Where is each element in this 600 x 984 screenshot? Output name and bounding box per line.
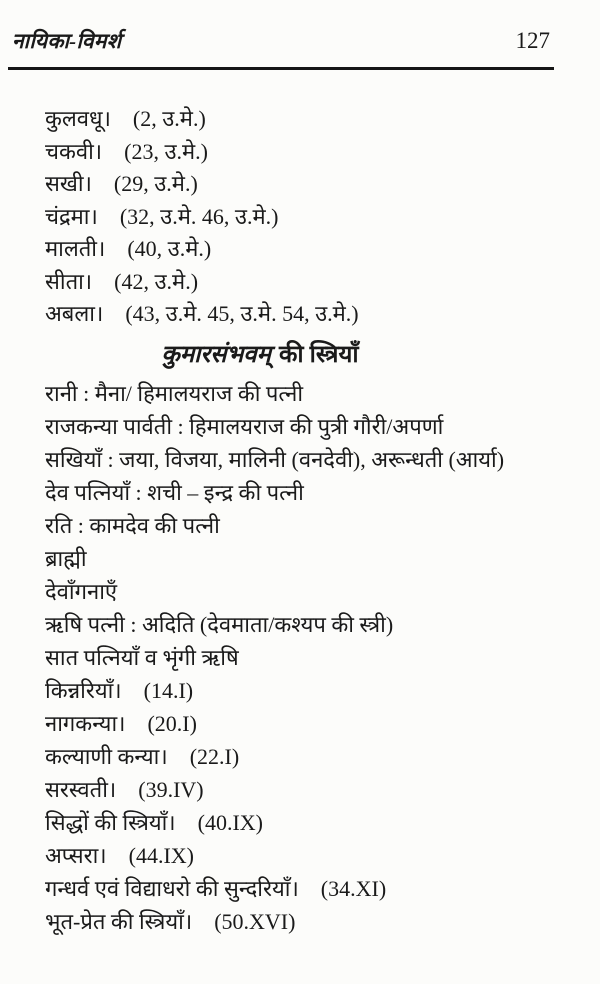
- header-rule: [8, 67, 554, 70]
- entry-text: ऋषि पत्नी : अदिति (देवमाता/कश्यप की स्त्री): [45, 611, 394, 637]
- entry-ref: (50.XVI): [214, 908, 296, 934]
- entry-text: सरस्वती।: [45, 776, 117, 802]
- entry-name: कुलवधू।: [45, 106, 111, 131]
- list-item: [45, 641, 600, 674]
- entry-ref: (39.IV): [138, 776, 204, 802]
- entry-ref: (22.I): [189, 743, 240, 769]
- list-item: [45, 410, 600, 443]
- entry-name: सखी।: [45, 171, 92, 196]
- list-item: [45, 806, 600, 839]
- entry-ref: (29, उ.मे.): [113, 171, 198, 196]
- entry-ref: (40, उ.मे.): [127, 236, 212, 261]
- entry-ref: (43, उ.मे. 45, उ.मे. 54, उ.मे.): [125, 301, 359, 326]
- entry-text: सात पत्नियाँ व भृंगी ऋषि: [45, 644, 239, 670]
- entry-name: चकवी।: [45, 138, 103, 164]
- entry-text: देवाँगनाएँ: [45, 578, 118, 604]
- list-item: [45, 905, 600, 938]
- list-item: [45, 168, 600, 201]
- entry-text: भूत-प्रेत की स्त्रियाँ।: [45, 908, 193, 934]
- entry-name: सीता।: [45, 268, 93, 294]
- entry-ref: (14.I): [143, 677, 194, 703]
- entry-text: अप्सरा।: [45, 842, 107, 868]
- section-heading-work-title: कुमारसंभवम्: [161, 341, 271, 368]
- entry-name: अबला।: [45, 301, 104, 326]
- section-heading: [0, 337, 520, 374]
- list-item: [45, 443, 600, 476]
- section-list: [0, 377, 600, 938]
- entry-name: मालती।: [45, 236, 106, 261]
- list-item: [45, 201, 600, 234]
- list-item: [45, 707, 600, 740]
- entry-text: रति : कामदेव की पत्नी: [45, 512, 220, 538]
- entry-text: किन्नरियाँ।: [45, 677, 122, 703]
- entry-ref: (20.I): [147, 710, 197, 736]
- list-item: [45, 509, 600, 542]
- list-item: [45, 740, 600, 773]
- entry-ref: (34.XI): [320, 875, 387, 901]
- list-item: [45, 103, 600, 136]
- entry-text: सखियाँ : जया, विजया, मालिनी (वनदेवी), अरून्धती (आर्या): [45, 446, 505, 472]
- entry-ref: (2, उ.मे.): [132, 106, 206, 131]
- entry-text: देव पत्नियाँ : शची – इन्द्र की पत्नी: [45, 479, 304, 505]
- entry-text: कल्याणी कन्या।: [45, 743, 168, 769]
- reference-list: [0, 103, 600, 331]
- entry-ref: (42, उ.मे.): [114, 268, 199, 294]
- list-item: [45, 542, 600, 575]
- list-item: [45, 233, 600, 266]
- entry-text: राजकन्या पार्वती : हिमालयराज की पुत्री गौरी/अपर्णा: [45, 413, 444, 439]
- list-item: [45, 476, 600, 509]
- entry-text: नागकन्या।: [45, 710, 126, 736]
- list-item: [45, 773, 600, 806]
- list-item: [45, 839, 600, 872]
- list-item: [45, 674, 600, 707]
- entry-ref: (44.IX): [128, 842, 194, 868]
- list-item: [45, 266, 600, 299]
- entry-name: चंद्रमा।: [45, 203, 98, 229]
- entry-text: रानी : मैना/ हिमालयराज की पत्नी: [45, 380, 304, 406]
- list-item: [45, 136, 600, 169]
- page-header: [0, 0, 600, 55]
- entry-ref: (40.IX): [197, 809, 264, 835]
- entry-text: सिद्धों की स्त्रियाँ।: [45, 809, 176, 835]
- entry-ref: (32, उ.मे. 46, उ.मे.): [119, 203, 279, 229]
- entry-text: ब्राह्मी: [45, 545, 87, 571]
- list-item: [45, 298, 600, 331]
- list-item: [45, 377, 600, 410]
- list-item: [45, 575, 600, 608]
- list-item: [45, 872, 600, 905]
- entry-text: गन्धर्व एवं विद्याधरो की सुन्दरियाँ।: [45, 875, 299, 901]
- section-heading-rest: की स्त्रियाँ: [279, 341, 359, 368]
- running-title: नायिका-विमर्श: [12, 29, 122, 53]
- entry-ref: (23, उ.मे.): [124, 138, 209, 164]
- list-item: [45, 608, 600, 641]
- page-number: 127: [515, 28, 550, 53]
